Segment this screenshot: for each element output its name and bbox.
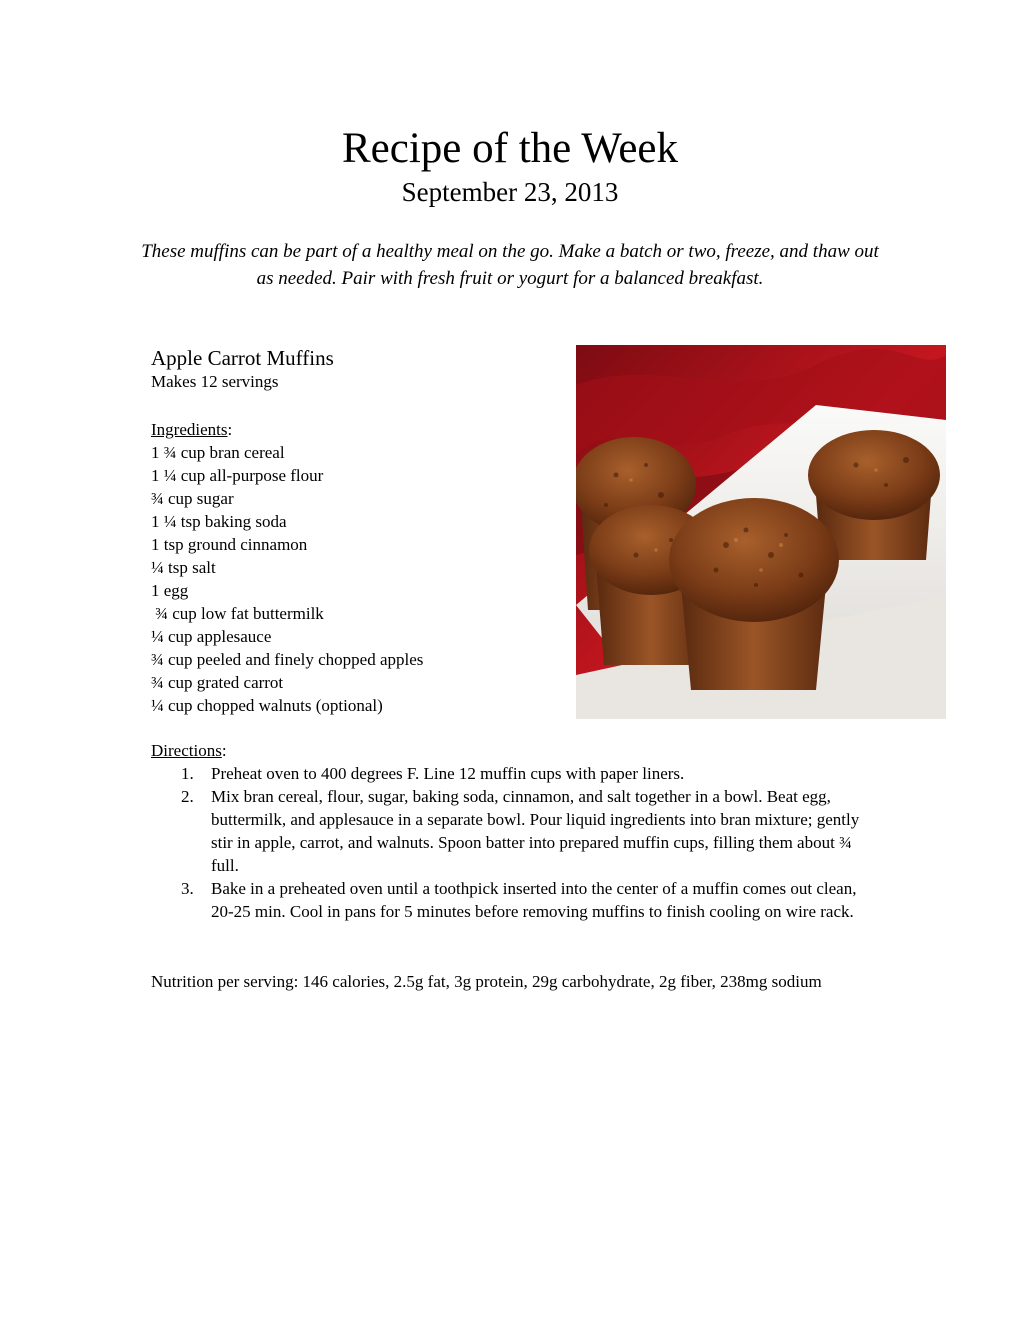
ingredients-heading: Ingredients: xyxy=(151,420,233,439)
ingredients-list xyxy=(151,441,571,717)
ingredient-item: 1 ¾ cup bran cereal xyxy=(151,443,285,462)
direction-step xyxy=(151,785,881,877)
directions-section xyxy=(151,739,881,923)
ingredient-item: ¼ cup chopped walnuts (optional) xyxy=(151,696,383,715)
page-title: Recipe of the Week xyxy=(341,125,679,172)
directions-list xyxy=(151,762,881,923)
ingredients-label: Ingredients xyxy=(151,420,228,439)
directions-heading: Directions: xyxy=(151,741,227,760)
muffins-photo xyxy=(576,345,946,719)
nutrition-info: Nutrition per serving: 146 calories, 2.5g fat, 3g protein, 29g carbohydrate, 2g fiber, 238mg sodium xyxy=(151,972,822,991)
ingredient-item: 1 ¼ tsp baking soda xyxy=(151,512,287,531)
recipe-servings: Makes 12 servings xyxy=(151,372,279,391)
step-text: Mix bran cereal, flour, sugar, baking soda, cinnamon, and salt together in a bowl. Beat egg, buttermilk, and applesauce in a separate bowl. Pour liquid ingredients into bran mixture; gently stir in apple, carrot, and walnuts. Spoon batter into prepared muffin cups, filling them about ¾ full. xyxy=(211,787,860,875)
step-number: 2. xyxy=(181,787,194,806)
ingredient-item: ¾ cup low fat buttermilk xyxy=(151,604,324,623)
ingredient-item: 1 ¼ cup all-purpose flour xyxy=(151,466,324,485)
ingredient-item: ¾ cup peeled and finely chopped apples xyxy=(151,650,424,669)
intro-paragraph: These muffins can be part of a healthy meal on the go. Make a batch or two, freeze, and thaw out as needed. Pair with fresh fruit or yogurt for a balanced breakfast. xyxy=(141,241,879,289)
ingredient-item: 1 tsp ground cinnamon xyxy=(151,535,308,554)
directions-label: Directions xyxy=(151,741,222,760)
step-text: Preheat oven to 400 degrees F. Line 12 muffin cups with paper liners. xyxy=(211,764,685,783)
direction-step xyxy=(151,877,881,923)
direction-step xyxy=(151,762,881,785)
step-text: Bake in a preheated oven until a toothpick inserted into the center of a muffin comes out clean, 20-25 min. Cool in pans for 5 minutes before removing muffins to finish cooling on wire rack. xyxy=(211,879,857,921)
ingredient-item: ¼ cup applesauce xyxy=(151,627,272,646)
ingredient-item: ¼ tsp salt xyxy=(151,558,216,577)
ingredients-section xyxy=(151,418,571,717)
step-number: 1. xyxy=(181,764,194,783)
step-number: 3. xyxy=(181,879,194,898)
ingredient-item: ¾ cup grated carrot xyxy=(151,673,284,692)
recipe-name: Apple Carrot Muffins xyxy=(151,346,334,370)
ingredient-item: ¾ cup sugar xyxy=(151,489,234,508)
page-date: September 23, 2013 xyxy=(401,177,619,207)
ingredient-item: 1 egg xyxy=(151,581,189,600)
